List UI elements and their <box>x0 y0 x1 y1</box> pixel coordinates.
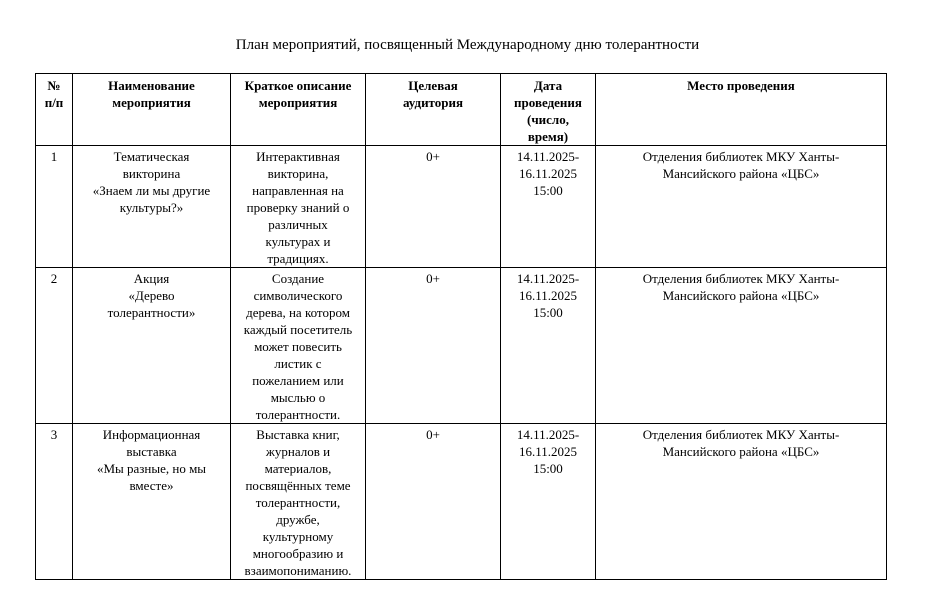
cell-date: 14.11.2025- 16.11.2025 15:00 <box>501 146 596 268</box>
cell-venue: Отделения библиотек МКУ Ханты- Мансийского района «ЦБС» <box>596 424 887 580</box>
cell-description: Создание символического дерева, на котором каждый посетитель может повесить листик с пожеланием или мыслью о толерантности. <box>231 268 366 424</box>
cell-date: 14.11.2025- 16.11.2025 15:00 <box>501 424 596 580</box>
cell-venue: Отделения библиотек МКУ Ханты- Мансийского района «ЦБС» <box>596 268 887 424</box>
cell-event-name: Акция «Дерево толерантности» <box>73 268 231 424</box>
document-title: План мероприятий, посвященный Международному дню толерантности <box>235 37 700 53</box>
table-row <box>36 424 887 580</box>
header-description: Краткое описание мероприятия <box>231 74 366 146</box>
cell-number: 3 <box>36 424 73 580</box>
table-row <box>36 146 887 268</box>
table-row <box>36 268 887 424</box>
cell-audience: 0+ <box>366 424 501 580</box>
header-event-name: Наименование мероприятия <box>73 74 231 146</box>
cell-date: 14.11.2025- 16.11.2025 15:00 <box>501 268 596 424</box>
cell-number: 1 <box>36 146 73 268</box>
cell-venue: Отделения библиотек МКУ Ханты- Мансийского района «ЦБС» <box>596 146 887 268</box>
cell-audience: 0+ <box>366 146 501 268</box>
cell-audience: 0+ <box>366 268 501 424</box>
table-header-row <box>36 74 887 146</box>
header-audience: Целевая аудитория <box>366 74 501 146</box>
header-venue: Место проведения <box>596 74 887 146</box>
header-number: № п/п <box>36 74 73 146</box>
header-date: Дата проведения (число, время) <box>501 74 596 146</box>
cell-event-name: Тематическая викторина «Знаем ли мы другие культуры?» <box>73 146 231 268</box>
cell-number: 2 <box>36 268 73 424</box>
cell-description: Интерактивная викторина, направленная на проверку знаний о различных культурах и традициях. <box>231 146 366 268</box>
events-table <box>35 73 887 580</box>
cell-event-name: Информационная выставка «Мы разные, но мы вместе» <box>73 424 231 580</box>
cell-description: Выставка книг, журналов и материалов, посвящённых теме толерантности, дружбе, культурному многообразию и взаимопониманию. <box>231 424 366 580</box>
